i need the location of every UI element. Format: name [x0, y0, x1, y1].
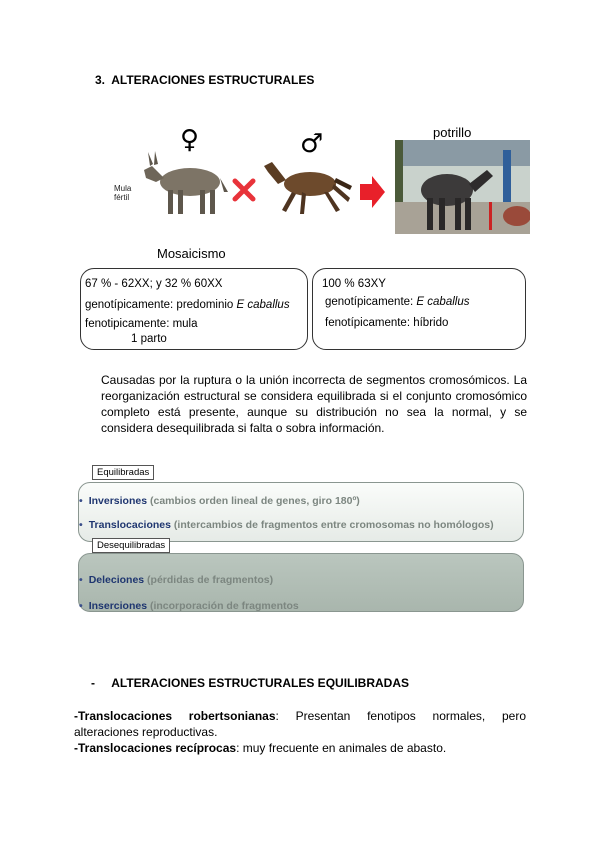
mula-genotype-box: [80, 268, 308, 350]
intro-paragraph: Causadas por la ruptura o la unión incorrecta de segmentos cromosómicos. La reorganización estructural se considera equilibrada si el conjunto cromosómico completo está presente, aunque su distribución no sea la normal, y se considera desequilibrada si falta o sobra información.: [101, 373, 527, 435]
arrow-right-icon: [358, 174, 386, 210]
subsection-title: ALTERACIONES ESTRUCTURALES EQUILIBRADAS: [111, 676, 410, 690]
foal-karyotype: 100 % 63XY: [322, 278, 386, 290]
item-term: -Translocaciones recíprocas: [74, 741, 237, 755]
desequilibradas-tag: Desequilibradas: [92, 538, 170, 553]
mula-label: Mula fértil: [114, 184, 132, 202]
male-symbol: ♂: [300, 129, 324, 159]
foal-genotype-box: [312, 268, 526, 350]
list-item: • Translocaciones (intercambios de fragmentos entre cromosomas no homólogos): [79, 519, 494, 531]
mula-phenotype: fenotipicamente: mula: [85, 318, 198, 330]
mula-births: 1 parto: [131, 333, 167, 345]
foal-phenotype: fenotípicamente: híbrido: [325, 317, 449, 329]
foal-genotype: genotípicamente: E caballus: [325, 296, 470, 308]
list-item: • Inversiones (cambios orden lineal de genes, giro 180º): [79, 495, 360, 507]
item-term: -Translocaciones robertsonianas: [74, 709, 276, 723]
translocaciones-reciprocas: [74, 740, 526, 756]
item-text: : Presentan fenotipos normales, pero alteraciones reproductivas.: [74, 709, 527, 739]
cross-icon: [232, 178, 256, 202]
section-heading: [95, 73, 314, 87]
mula-karyotype: 67 % - 62XX; y 32 % 60XX: [85, 278, 223, 290]
equilibradas-panel: [78, 482, 524, 542]
translocaciones-robertsonianas: [74, 708, 526, 740]
mosaicismo-label: Mosaicismo: [157, 246, 226, 261]
potrillo-label: potrillo: [433, 125, 472, 140]
list-item: • Deleciones (pérdidas de fragmentos): [79, 574, 274, 586]
horse-image: [262, 152, 354, 222]
female-symbol: ♀: [180, 125, 200, 155]
item-text: : muy frecuente en animales de abasto.: [236, 741, 447, 755]
section-number: 3.: [95, 73, 106, 87]
subsection-dash: -: [91, 676, 95, 690]
list-item: • Inserciones (incorporación de fragmentos: [79, 600, 299, 612]
donkey-image: [138, 148, 232, 218]
equilibradas-tag: Equilibradas: [92, 465, 154, 480]
foal-photo: [395, 140, 530, 234]
section-title: ALTERACIONES ESTRUCTURALES: [111, 73, 315, 87]
subsection-heading: [91, 676, 409, 690]
mula-genotype: genotípicamente: predominio E caballus: [85, 299, 290, 311]
